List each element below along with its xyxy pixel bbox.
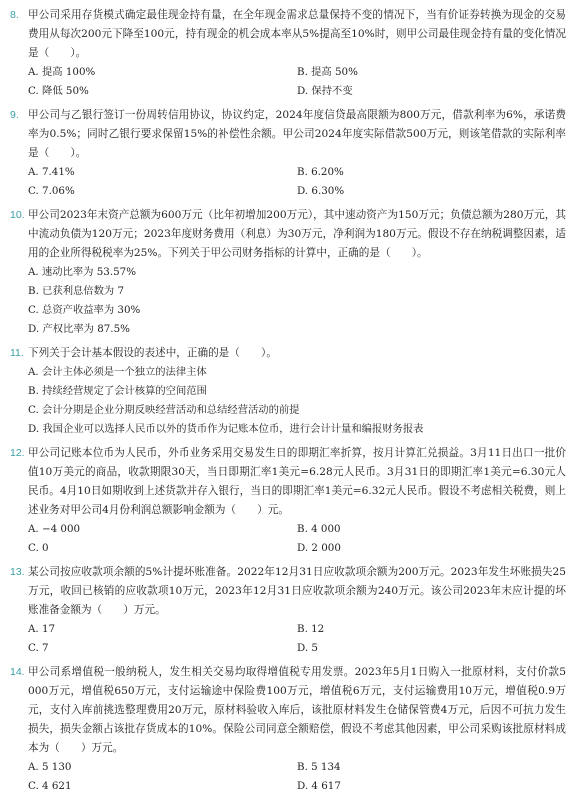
options-list (28, 263, 566, 339)
question-1 (10, 106, 566, 201)
question-text: 某公司按应收款项余额的5%计提坏账准备。2022年12月31日应收款项余额为200万元。2023年发生坏账损失25万元，收回已核销的应收款项10万元，2023年12月31日应收款项余额为240万元。该公司2023年末应计提的坏账准备金额为（ ）万元。 (28, 566, 566, 616)
answer-option[interactable]: B. 持续经营规定了会计核算的空间范围 (28, 385, 207, 397)
options-list (28, 758, 566, 796)
answer-option[interactable]: D. 保持不变 (297, 85, 353, 97)
options-list (28, 520, 566, 558)
question-6 (10, 663, 566, 796)
options-list (28, 63, 566, 101)
question-number: 8. (10, 9, 19, 21)
question-2 (10, 206, 566, 339)
answer-option[interactable]: D. 我国企业可以选择人民币以外的货币作为记账本位币，进行会计计量和编报财务报表 (28, 423, 424, 435)
answer-option[interactable]: A. 速动比率为 53.57% (28, 266, 137, 278)
answer-option[interactable]: A. 提高 100% (28, 66, 96, 78)
answer-option[interactable]: C. 4 621 (28, 780, 72, 792)
answer-option[interactable]: A. 7.41% (28, 166, 75, 178)
answer-option[interactable]: B. 5 134 (297, 761, 341, 773)
question-number: 11. (10, 347, 24, 359)
answer-option[interactable]: A. −4 000 (28, 523, 81, 535)
answer-option[interactable]: B. 提高 50% (297, 66, 358, 78)
answer-option[interactable]: B. 12 (297, 623, 325, 635)
question-text: 甲公司记账本位币为人民币，外币业务采用交易发生日的即期汇率折算，按月计算汇兑损益。3月11日出口一批价值10万美元的商品，收款期限30天，当日即期汇率1美元=6.28元人民币。3月31日的即期汇率1美元=6.30元人民币。4月10日如期收到上述货款并存入银行，当日的即期汇率1美元=6.32元人民币。假设不考虑相关税费，则上述业务对甲公司4月份利润总额影响金额为（ ）元。 (28, 447, 566, 516)
answer-option[interactable]: A. 17 (28, 623, 56, 635)
question-text: 甲公司采用存货模式确定最佳现金持有量，在全年现金需求总量保持不变的情况下，当有价证券转换为现金的交易费用从每次200元下降至100元，持有现金的机会成本率从5%提高至10%时，则甲公司最佳现金持有量的变化情况是（ ）。 (28, 9, 566, 59)
question-number: 13. (10, 566, 25, 578)
answer-option[interactable]: C. 总资产收益率为 30% (28, 304, 141, 316)
question-number: 12. (10, 447, 25, 459)
question-number: 9. (10, 109, 19, 121)
question-3 (10, 344, 566, 439)
question-text: 下列关于会计基本假设的表述中，正确的是（ ）。 (28, 347, 277, 359)
question-4 (10, 444, 566, 558)
answer-option[interactable]: D. 5 (297, 642, 318, 654)
answer-option[interactable]: B. 4 000 (297, 523, 341, 535)
question-text: 甲公司2023年末资产总额为600万元（比年初增加200万元），其中速动资产为150万元；负债总额为280万元，其中流动负债为120万元；2023年度财务费用（利息）为30万元，净利润为180万元。假设不存在纳税调整因素，适用的企业所得税税率为25%。下列关于甲公司财务指标的计算中，正确的是（ ）。 (28, 209, 566, 259)
question-text: 甲公司系增值税一般纳税人，发生相关交易均取得增值税专用发票。2023年5月1日购入一批原材料，支付价款5 000万元，增值税650万元，支付运输途中保险费100万元，增值税6万元，支付运输费用10万元，增值税0.9万元，支付入库前挑选整理费用20万元，原材料验收入库后，该批原材料发生仓储保管费4万元，后因不可抗力发生损失，损失金额占该批存货成本的10%。保险公司同意全额赔偿，假设不考虑其他因素，甲公司采购该批原材料成本为（ ）万元。 (28, 666, 566, 754)
answer-option[interactable]: A. 5 130 (28, 761, 72, 773)
answer-option[interactable]: C. 7.06% (28, 185, 75, 197)
answer-option[interactable]: C. 7 (28, 642, 49, 654)
answer-option[interactable]: B. 6.20% (297, 166, 344, 178)
answer-option[interactable]: C. 降低 50% (28, 85, 89, 97)
options-list (28, 620, 566, 658)
answer-option[interactable]: A. 会计主体必须是一个独立的法律主体 (28, 366, 207, 378)
answer-option[interactable]: C. 0 (28, 542, 49, 554)
answer-option[interactable]: D. 2 000 (297, 542, 341, 554)
answer-option[interactable]: D. 6.30% (297, 185, 345, 197)
question-number: 10. (10, 209, 25, 221)
question-5 (10, 563, 566, 658)
question-text: 甲公司与乙银行签订一份周转信用协议，协议约定，2024年度信贷最高限额为800万元，借款利率为6%，承诺费率为0.5%；同时乙银行要求保留15%的补偿性余额。甲公司2024年度实际借款500万元，则该笔借款的实际利率是（ ）。 (28, 109, 566, 159)
options-list (28, 363, 566, 439)
answer-option[interactable]: D. 4 617 (297, 780, 341, 792)
options-list (28, 163, 566, 201)
question-number: 14. (10, 666, 25, 678)
answer-option[interactable]: B. 已获利息倍数为 7 (28, 285, 125, 297)
question-0 (10, 6, 566, 101)
answer-option[interactable]: D. 产权比率为 87.5% (28, 323, 130, 335)
answer-option[interactable]: C. 会计分期是企业分期反映经营活动和总结经营活动的前提 (28, 404, 300, 416)
